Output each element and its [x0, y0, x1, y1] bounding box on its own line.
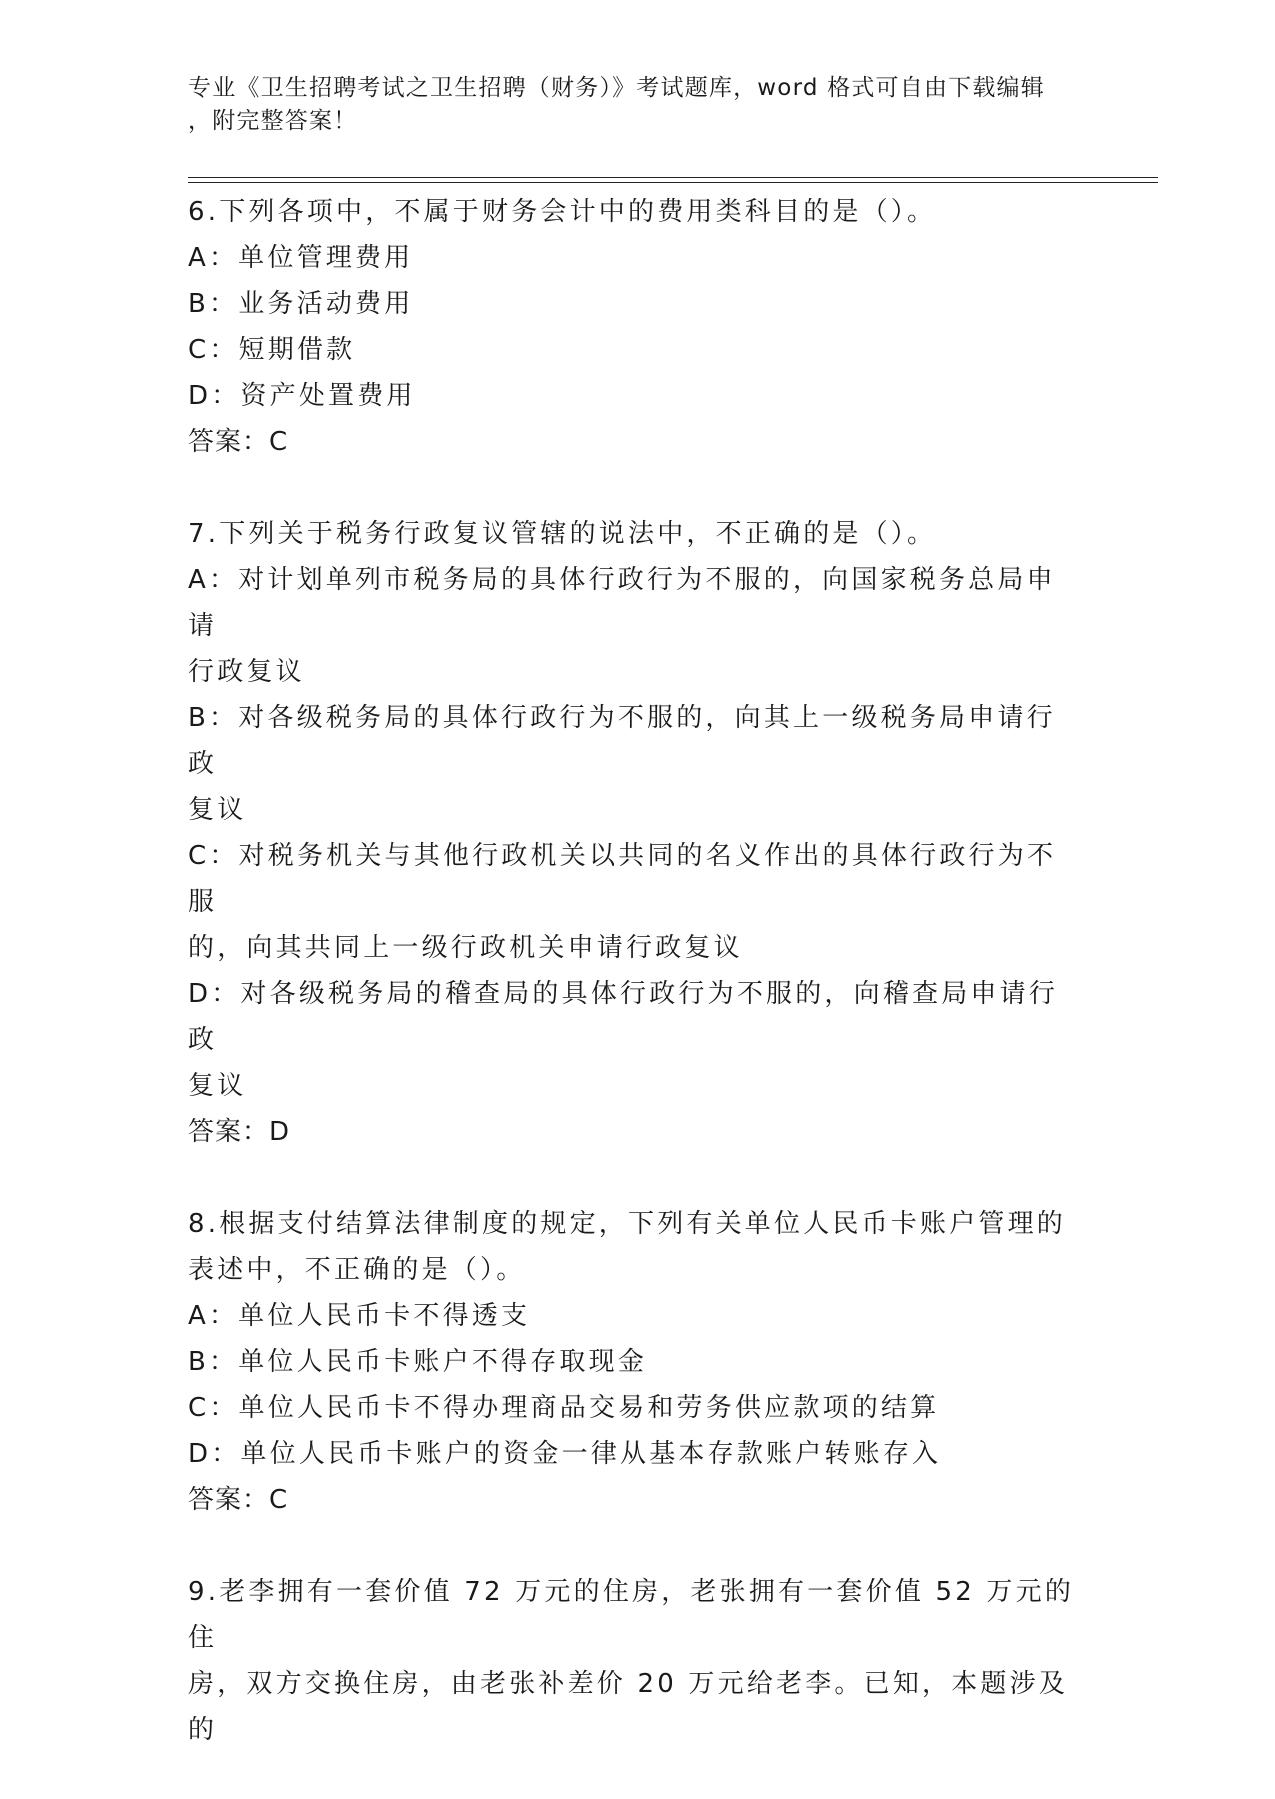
- option-a: [188, 235, 1078, 281]
- option-text-line: B：业务活动费用: [188, 289, 414, 319]
- option-d: [188, 1431, 1078, 1477]
- option-text-line: C：单位人民币卡不得办理商品交易和劳务供应款项的结算: [188, 1393, 940, 1423]
- option-text-line: C：对税务机关与其他行政机关以共同的名义作出的具体行政行为不服: [188, 841, 1057, 917]
- option-text-line: 的，向其共同上一级行政机关申请行政复议: [188, 933, 743, 963]
- question-7: [188, 511, 1078, 1155]
- option-d: [188, 971, 1078, 1109]
- option-text-line: A：对计划单列市税务局的具体行政行为不服的，向国家税务总局申请: [188, 565, 1056, 641]
- option-text-line: B：对各级税务局的具体行政行为不服的，向其上一级税务局申请行政: [188, 703, 1056, 779]
- answer-line: 答案：D: [188, 1117, 291, 1147]
- option-text-line: A：单位管理费用: [188, 243, 414, 273]
- document-header: [188, 72, 1068, 138]
- question-9: [188, 1569, 1078, 1753]
- option-a: [188, 1293, 1078, 1339]
- option-a: [188, 557, 1078, 695]
- option-text-line: A：单位人民币卡不得透支: [188, 1301, 531, 1331]
- option-d: [188, 373, 1078, 419]
- question-stem-line: 表述中，不正确的是（）。: [188, 1255, 526, 1285]
- option-text-line: D：对各级税务局的稽查局的具体行政行为不服的，向稽查局申请行政: [188, 979, 1059, 1055]
- option-c: [188, 1385, 1078, 1431]
- question-8: [188, 1201, 1078, 1523]
- option-text-line: 行政复议: [188, 657, 305, 687]
- answer-line: 答案：C: [188, 1485, 289, 1515]
- option-b: [188, 695, 1078, 833]
- option-text-line: B：单位人民币卡账户不得存取现金: [188, 1347, 648, 1377]
- option-text-line: D：资产处置费用: [188, 381, 416, 411]
- question-stem-line: 房，双方交换住房，由老张补差价 20 万元给老李。已知，本题涉及的: [188, 1669, 1069, 1745]
- question-stem-line: 8.根据支付结算法律制度的规定，下列有关单位人民币卡账户管理的: [188, 1209, 1067, 1239]
- option-b: [188, 1339, 1078, 1385]
- header-divider-top: [188, 177, 1158, 178]
- question-6: [188, 189, 1078, 465]
- question-stem-line: 7.下列关于税务行政复议管辖的说法中，不正确的是（）。: [188, 519, 937, 549]
- question-list: [188, 189, 1078, 1799]
- option-b: [188, 281, 1078, 327]
- answer-line: 答案：C: [188, 427, 289, 457]
- option-text-line: 复议: [188, 1071, 247, 1101]
- option-c: [188, 327, 1078, 373]
- option-text-line: D：单位人民币卡账户的资金一律从基本存款账户转账存入: [188, 1439, 942, 1469]
- header-divider-bottom: [188, 182, 1158, 183]
- header-line-2: ，附完整答案！: [188, 108, 358, 134]
- question-stem-line: 9.老李拥有一套价值 72 万元的住房，老张拥有一套价值 52 万元的住: [188, 1577, 1075, 1653]
- option-c: [188, 833, 1078, 971]
- header-line-1: 专业《卫生招聘考试之卫生招聘（财务）》考试题库，word 格式可自由下载编辑: [188, 75, 1045, 101]
- option-text-line: C：短期借款: [188, 335, 356, 365]
- question-stem-line: 6.下列各项中，不属于财务会计中的费用类科目的是（）。: [188, 197, 937, 227]
- option-text-line: 复议: [188, 795, 247, 825]
